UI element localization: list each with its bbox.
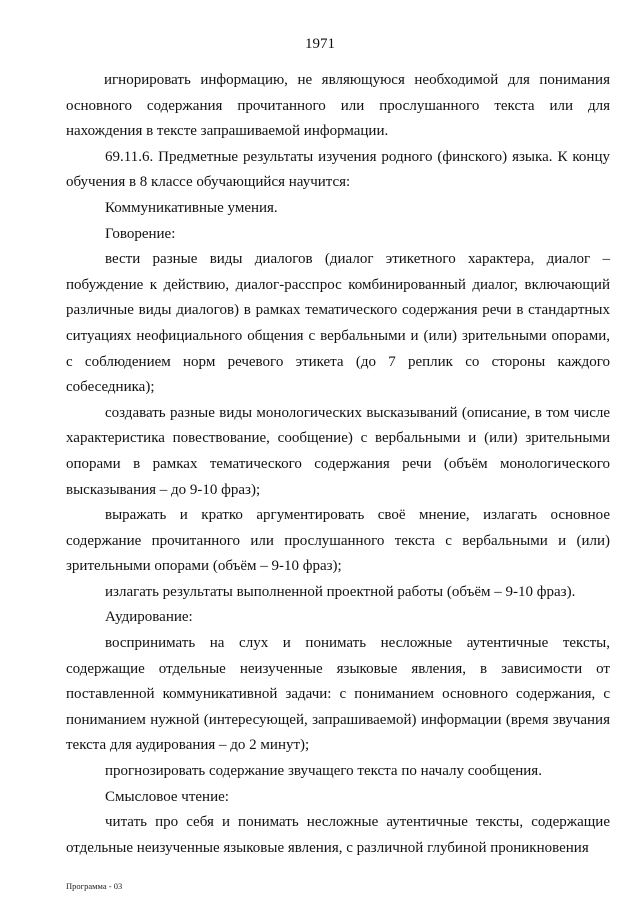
paragraph-opinion: выражать и кратко аргументировать своё мнение, излагать основное содержание прочитанного или прослушанного текста с вербальными и (или) зрительными опорами (объём – 9-10 фраз);	[66, 507, 610, 575]
paragraph-listening-texts: воспринимать на слух и понимать несложные аутентичные тексты, содержащие отдельные неизученные языковые явления, в зависимости от поставленной коммуникативной задачи: с пониманием основного содержания, с пониманием нужной (интересующей, запрашиваемой) информации (время звучания текста для аудирования – до 2 минут);	[66, 635, 610, 754]
paragraph-monologues: создавать разные виды монологических высказываний (описание, в том числе характеристика повествование, сообщение) с вербальными и (или) зрительными опорами в рамках тематического содержания речи (объём монологического высказывания – до 9-10 фраз);	[66, 404, 610, 498]
paragraph-subject-results: 69.11.6. Предметные результаты изучения родного (финского) языка. К концу обучения в 8 классе обучающийся научится:	[66, 148, 610, 191]
paragraph-reading-texts: читать про себя и понимать несложные аутентичные тексты, содержащие отдельные неизученные языковые явления, с различной глубиной проникновения	[66, 814, 610, 856]
paragraph-ignore-info: игнорировать информацию, не являющуюся необходимой для понимания основного содержания прочитанного или прослушанного текста или для нахождения в тексте запрашиваемой информации.	[66, 72, 610, 140]
page-footer: Программа - 03	[66, 881, 123, 891]
paragraph-project-results: излагать результаты выполненной проектной работы (объём – 9-10 фраз).	[105, 583, 576, 600]
page-number: 1971	[305, 36, 335, 52]
paragraph-predict-content: прогнозировать содержание звучащего текста по началу сообщения.	[105, 763, 542, 780]
heading-speaking: Говорение:	[105, 225, 176, 242]
paragraph-communicative-skills: Коммуникативные умения.	[105, 199, 278, 216]
heading-semantic-reading: Смысловое чтение:	[105, 788, 229, 805]
document-body	[66, 68, 610, 861]
heading-listening: Аудирование:	[105, 609, 193, 626]
paragraph-dialogues: вести разные виды диалогов (диалог этикетного характера, диалог – побуждение к действию, диалог-расспрос комбинированный диалог, включающий различные виды диалогов) в рамках тематического содержания речи в стандартных ситуациях неофициального общения с вербальными и (или) зрительными опорами, с соблюдением норм речевого этикета (до 7 реплик со стороны каждого собеседника);	[66, 251, 610, 396]
